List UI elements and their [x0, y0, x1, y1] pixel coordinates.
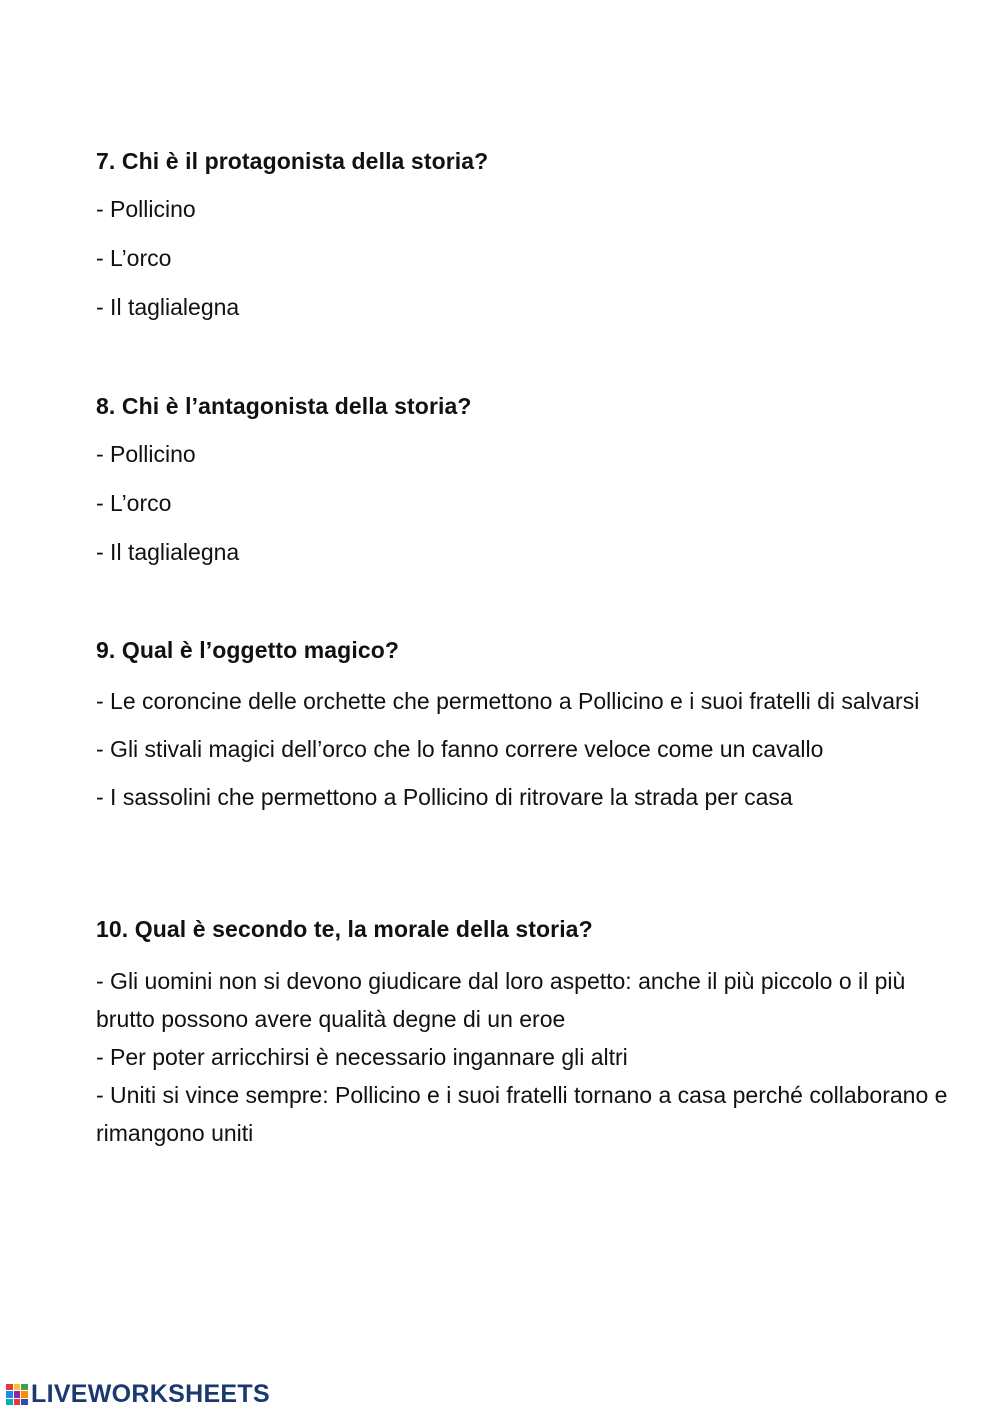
answer-option[interactable]: - Gli uomini non si devono giudicare dal loro aspetto: anche il più piccolo o il più brutto possono avere qualità degne di un eroe — [96, 968, 906, 1032]
answer-option[interactable]: - L’orco — [96, 245, 172, 271]
question-title: 8. Chi è l’antagonista della storia? — [96, 393, 472, 419]
logo-square — [21, 1384, 28, 1391]
answer-option[interactable]: - Il taglialegna — [96, 539, 240, 565]
logo-square — [21, 1391, 28, 1398]
question-title: 9. Qual è l’oggetto magico? — [96, 637, 400, 663]
answer-option[interactable]: - Uniti si vince sempre: Pollicino e i suoi fratelli tornano a casa perché collaborano e rimangono uniti — [96, 1082, 948, 1146]
question-10 — [96, 914, 956, 1152]
logo-square — [6, 1384, 13, 1391]
brand-name: LIVEWORKSHEETS — [31, 1380, 270, 1408]
logo-square — [14, 1399, 21, 1406]
answer-option[interactable]: - Pollicino — [96, 196, 196, 222]
question-8 — [96, 391, 956, 586]
question-7 — [96, 146, 956, 341]
logo-square — [14, 1384, 21, 1391]
footer-brand — [6, 1380, 270, 1409]
answer-option[interactable]: - Le coroncine delle orchette che permettono a Pollicino e i suoi fratelli di salvarsi — [96, 688, 920, 714]
logo-square — [6, 1391, 13, 1398]
logo-square — [14, 1391, 21, 1398]
liveworksheets-logo-icon — [6, 1384, 28, 1406]
answer-option[interactable]: - L’orco — [96, 490, 172, 516]
answer-option[interactable]: - Il taglialegna — [96, 294, 240, 320]
answer-option[interactable]: - Pollicino — [96, 441, 196, 467]
logo-square — [6, 1399, 13, 1406]
question-9 — [96, 635, 956, 827]
logo-square — [21, 1399, 28, 1406]
answer-option[interactable]: - Per poter arricchirsi è necessario ingannare gli altri — [96, 1044, 628, 1070]
answer-option[interactable]: - Gli stivali magici dell’orco che lo fanno correre veloce come un cavallo — [96, 736, 824, 762]
question-title: 10. Qual è secondo te, la morale della storia? — [96, 916, 593, 942]
question-title: 7. Chi è il protagonista della storia? — [96, 148, 489, 174]
answer-option[interactable]: - I sassolini che permettono a Pollicino di ritrovare la strada per casa — [96, 784, 793, 810]
